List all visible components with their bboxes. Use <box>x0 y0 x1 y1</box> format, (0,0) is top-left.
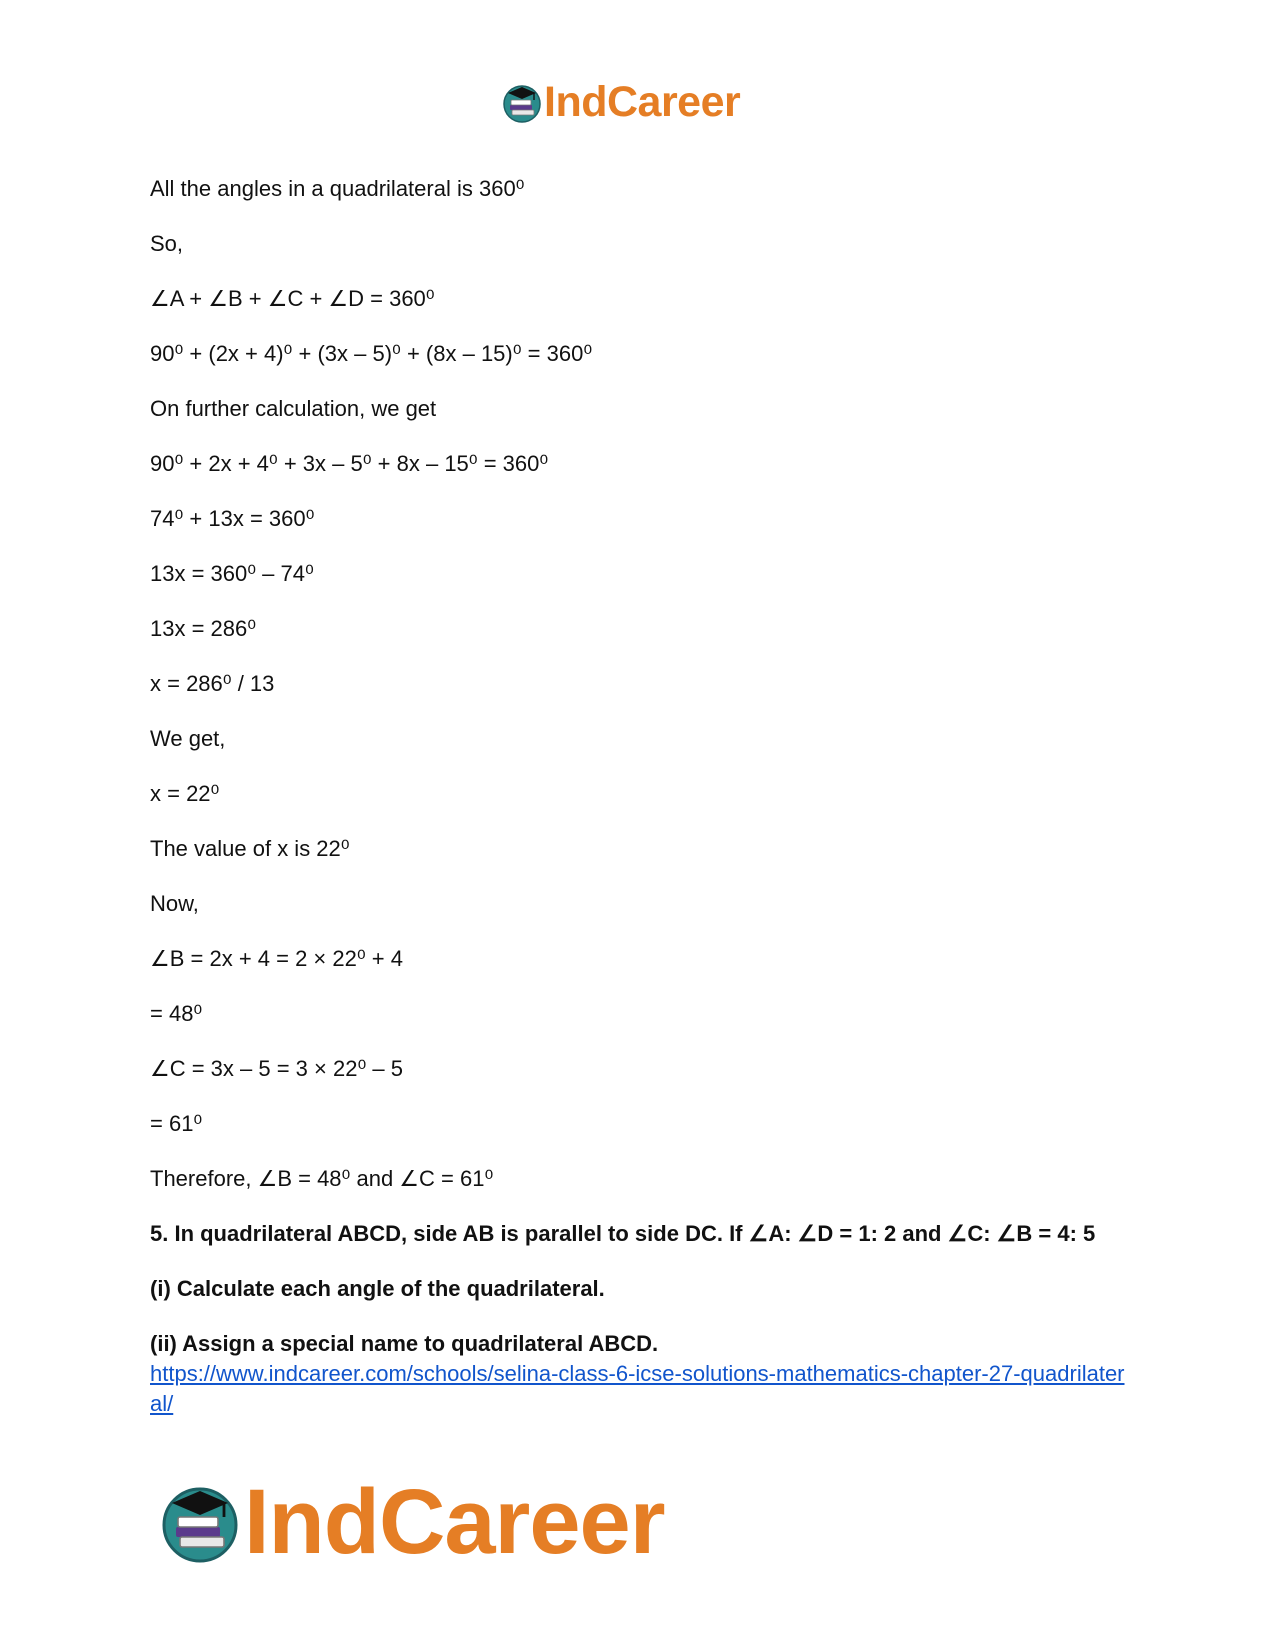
indcareer-logo-header <box>502 78 740 127</box>
text-line: ∠B = 2x + 4 = 2 × 22⁰ + 4 <box>150 946 403 971</box>
text-line: ∠C = 3x – 5 = 3 × 22⁰ – 5 <box>150 1056 403 1081</box>
question-title: 5. In quadrilateral ABCD, side AB is parallel to side DC. If ∠A: ∠D = 1: 2 and ∠C: ∠B = 4: 5 <box>150 1221 1096 1246</box>
logo-wordmark: IndCareer <box>244 1471 665 1573</box>
globe-books-icon <box>502 83 542 123</box>
document-body <box>150 174 1130 1419</box>
source-link[interactable]: https://www.indcareer.com/schools/selina-class-6-icse-solutions-mathematics-chapter-27-quadrilateral/ <box>150 1361 1125 1416</box>
text-line: x = 22⁰ <box>150 781 220 806</box>
globe-books-icon <box>160 1483 240 1563</box>
text-line: x = 286⁰ / 13 <box>150 671 275 696</box>
text-line: The value of x is 22⁰ <box>150 836 350 861</box>
text-line: So, <box>150 231 184 256</box>
text-line: All the angles in a quadrilateral is 360⁰ <box>150 176 525 201</box>
text-line: Therefore, ∠B = 48⁰ and ∠C = 61⁰ <box>150 1166 494 1191</box>
text-line: 13x = 360⁰ – 74⁰ <box>150 561 314 586</box>
text-line: 74⁰ + 13x = 360⁰ <box>150 506 315 531</box>
logo-wordmark: IndCareer <box>544 78 741 126</box>
text-line: = 61⁰ <box>150 1111 203 1136</box>
text-line: ∠A + ∠B + ∠C + ∠D = 360⁰ <box>150 286 435 311</box>
indcareer-logo-footer <box>160 1470 665 1575</box>
text-line: 90⁰ + 2x + 4⁰ + 3x – 5⁰ + 8x – 15⁰ = 360⁰ <box>150 451 549 476</box>
text-line: 13x = 286⁰ <box>150 616 257 641</box>
text-line: = 48⁰ <box>150 1001 203 1026</box>
question-part-i: (i) Calculate each angle of the quadrilateral. <box>150 1276 605 1301</box>
text-line: 90⁰ + (2x + 4)⁰ + (3x – 5)⁰ + (8x – 15)⁰ = 360⁰ <box>150 341 593 366</box>
text-line: Now, <box>150 891 199 916</box>
question-part-ii: (ii) Assign a special name to quadrilateral ABCD. <box>150 1331 659 1356</box>
text-line: We get, <box>150 726 226 751</box>
text-line: On further calculation, we get <box>150 396 437 421</box>
